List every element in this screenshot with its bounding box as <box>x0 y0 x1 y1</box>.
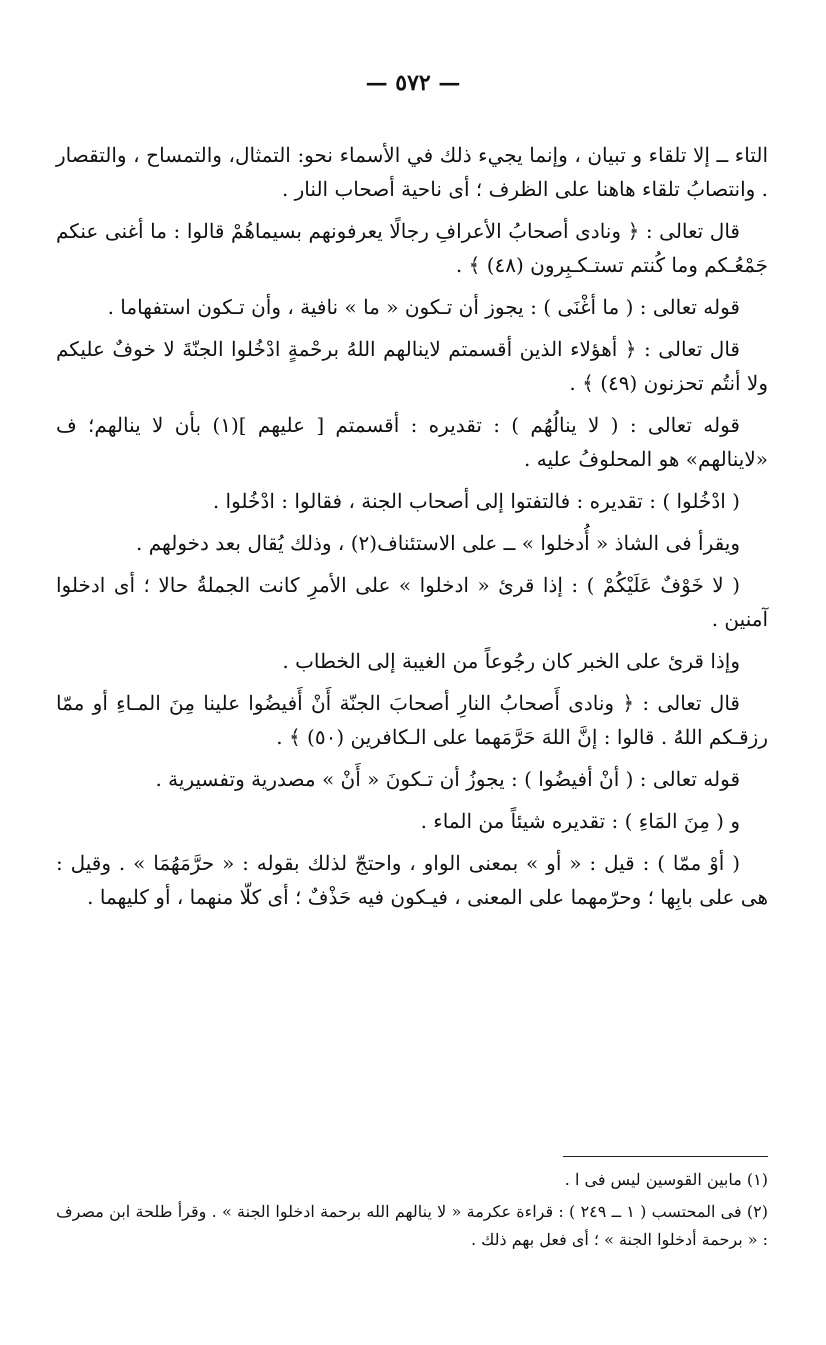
commentary-min-al-ma: و ( مِنَ المَاءِ ) : تقديره شيئاً من الماء . <box>420 809 740 833</box>
commentary-shadh-reading: ويقرأ فى الشاذ « أُدخلوا » ــ على الاستئناف(٢) ، وذلك يُقال بعد دخولهم . <box>135 531 740 555</box>
footnote-divider <box>563 1156 768 1157</box>
verse-48: قال تعالى : ﴿ ونادى أصحابُ الأعرافِ رجالًا يعرفونهم بسيماهُمْ قالوا : ما أغنى عنكم جَمْعُـكم وما كُنتم تستـكـبِرون (٤٨) ﴾ . <box>56 219 768 277</box>
commentary-khabar: وإذا قرئ على الخبر كان رجُوعاً من الغيبة إلى الخطاب . <box>282 649 740 673</box>
commentary-udkhulu: ( ادْخُلوا ) : تقديره : فالتفتوا إلى أصحاب الجنة ، فقالوا : ادْخُلوا . <box>212 489 740 513</box>
commentary-la-khawf: ( لا خَوْفٌ عَلَيْكُمْ ) : إذا قرئ « ادخلوا » على الأمرِ كانت الجملةُ حالا ؛ أى ادخلوا آمنين . <box>56 573 768 631</box>
commentary-an-afidu: قوله تعالى : ( أنْ أفيضُوا ) : يجوزُ أن تـكونَ « أَنْ » مصدرية وتفسيرية . <box>155 767 740 791</box>
footnote-1: (١) مابين القوسين ليس فى ا . <box>564 1170 768 1189</box>
verse-50: قال تعالى : ﴿ ونادى أَصحابُ النارِ أصحابَ الجنّة أَنْ أَفيضُوا علينا مِنَ المـاءِ أو ممّا رزقـكم اللهُ . قالوا : إنَّ اللهَ حَرَّمَهما على الـكافرين (٥٠) ﴾ . <box>56 691 768 749</box>
commentary-la-yanaluhum: قوله تعالى : ( لا ينالُهُم ) : تقديره : أقسمتم [ عليهم ](١) بأن لا ينالهم؛ ف «لاينالهم» هو المحلوفُ عليه . <box>56 413 768 471</box>
paragraph-intro: التاء ــ إلا تلقاء و تبيان ، وإنما يجيء ذلك في الأسماء نحو: التمثال، والتمساح ، والتقصار . وانتصابُ تلقاء هاهنا على الظرف ؛ أى ناحية أصحاب النار . <box>56 143 768 201</box>
footnotes <box>56 1166 768 1258</box>
page-number: — ٥٧٢ — <box>365 70 461 96</box>
commentary-aw-mimma: ( أوْ ممّا ) : قيل : « أو » بمعنى الواو ، واحتجّ لذلك بقوله : « حرَّمَهُمَا » . وقيل : هى على بابِها ؛ وحرّمهما على المعنى ، فيـكون فيه حَذْفٌ ؛ أى كلّا منهما ، أو كليهما . <box>56 851 768 909</box>
commentary-ma-aghna: قوله تعالى : ( ما أغْنَى ) : يجوز أن تـكون « ما » نافية ، وأن تـكون استفهاما . <box>107 295 740 319</box>
main-text <box>56 138 768 922</box>
verse-49: قال تعالى : ﴿ أهؤلاء الذين أقسمتم لاينالهم اللهُ برحْمةٍ ادْخُلوا الجنّةَ لا خوفٌ عليكم ولا أنتُم تحزنون (٤٩) ﴾ . <box>56 337 768 395</box>
footnote-2: (٢) فى المحتسب ( ١ ــ ٢٤٩ ) : قراءة عكرمة « لا ينالهم الله برحمة ادخلوا الجنة » . وقرأ طلحة ابن مصرف : « برحمة أدخلوا الجنة » ؛ أى فعل بهم ذلك . <box>56 1202 769 1249</box>
